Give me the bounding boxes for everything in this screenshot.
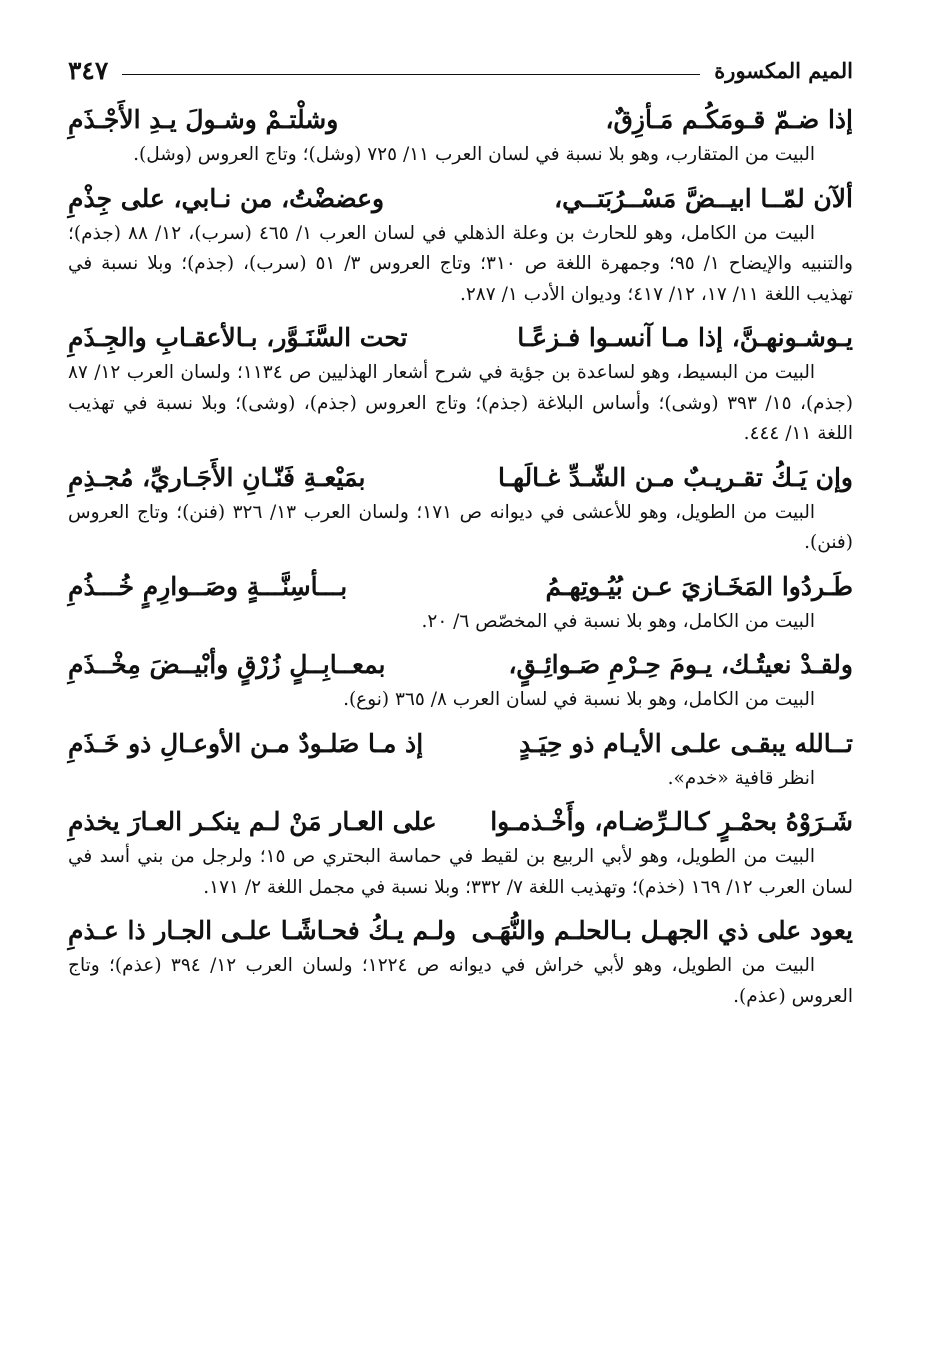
verse-line — [68, 567, 853, 607]
second-hemistich: إذ مـا صَلـودٌ مـن الأوعـالِ ذو خَـذَمِ — [68, 728, 424, 758]
second-hemistich: بـــأسِنَّـــةٍ وصَــوارِمٍ خُـــذُمِ — [68, 571, 348, 601]
verse-note: انظر قافية «خدم». — [667, 767, 815, 789]
verse-line — [68, 911, 853, 951]
verse-entry — [68, 645, 853, 716]
verse-line — [68, 802, 853, 842]
verse-note: البيت من البسيط، وهو لساعدة بن جؤية في شرح أشعار الهذليين ص ١١٣٤؛ ولسان العرب ١٢/ ٨٧ (جذم)، ١٥/ ٣٩٣ (وشى)؛ وأساس البلاغة (جذم)؛ وتاج العروس (جذم)، (وشى)؛ وبلا نسبة في تهذيب اللغة ١١/ ٤٤٤. — [68, 362, 853, 444]
verse-entry — [68, 179, 853, 311]
second-hemistich: بمَيْعـةِ فَنّـانِ الأَجَـاريِّ، مُجـذِمِ — [68, 462, 366, 492]
second-hemistich: وشلْتـمْ وشـولَ يـدِ الأَجْـذَمِ — [68, 105, 339, 134]
second-hemistich: ولـم يـكُ فحـاشًـا علـى الجـار ذا عـذمِ — [68, 916, 457, 945]
page-number: ٣٤٧ — [68, 55, 109, 85]
verse-line — [68, 645, 853, 685]
verse-entry — [68, 100, 853, 171]
first-hemistich: ألآن لمّــا ابيــضَّ مَسْــرُبَتــي، — [554, 183, 853, 213]
first-hemistich: ولقـدْ نعيتُـك، يـومَ حِـرْمِ صَـوائِـقٍ، — [508, 650, 853, 679]
verse-note: البيت من الكامل، وهو بلا نسبة في المخصّص ٦/ ٢٠. — [421, 610, 815, 632]
verse-entry — [68, 911, 853, 1012]
verse-entry — [68, 458, 853, 559]
verse-note: البيت من الكامل، وهو للحارث بن وعلة الذهلي في لسان العرب ١/ ٤٦٥ (سرب)، ١٢/ ٨٨ (جذم)؛ والتنبيه والإيضاح ١/ ٩٥؛ وجمهرة اللغة ص ٣١٠؛ وتاج العروس ٣/ ٥١ (سرب)، (جذم)؛ وبلا نسبة في تهذيب اللغة ١١/ ١٧، ١٢/ ٤١٧؛ وديوان الأدب ١/ ٢٨٧. — [68, 222, 853, 305]
first-hemistich: يعود على ذي الجهـل بـالحلـم والنُّهَـى — [471, 916, 853, 945]
verse-entry — [68, 318, 853, 450]
second-hemistich: تحت السَّنَـوَّر، بـالأعقـابِ والجِـذَمِ — [68, 323, 408, 352]
first-hemistich: طَـردُوا المَخَـازيَ عـن بُيُـوتِهـمُ — [545, 571, 853, 601]
first-hemistich: وإن يَـكُ تقـريـبٌ مـن الشّـدِّ غـالَهـا — [498, 462, 853, 492]
first-hemistich: إذا ضـمّ قـومَكُـم مَـأزِقٌ، — [605, 105, 853, 134]
second-hemistich: بمعــابِــلٍ زُرْقٍ وأبْيــضَ مِخْــذَمِ — [68, 650, 386, 679]
verse-entry — [68, 724, 853, 795]
verse-line — [68, 458, 853, 498]
second-hemistich: وعضضْتُ، من نـابي، على جِذْمِ — [68, 183, 385, 213]
first-hemistich: يـوشـونهـنَّ، إذا مـا آنسـوا فـزعًـا — [517, 323, 853, 352]
verse-line — [68, 724, 853, 764]
page-header — [68, 50, 853, 90]
second-hemistich: على العـار مَنْ لـم ينكـر العـارَ يخذمِ — [68, 807, 437, 836]
first-hemistich: تــالله يبقـى علـى الأيـام ذو حِيَـدٍ — [519, 728, 853, 758]
verse-line — [68, 179, 853, 219]
first-hemistich: شَـرَوْهُ بحمْـرٍ كـالـرِّضـام، وأَخْـذمـوا — [490, 807, 853, 836]
verse-note: البيت من المتقارب، وهو بلا نسبة في لسان العرب ١١/ ٧٢٥ (وشل)؛ وتاج العروس (وشل). — [133, 144, 815, 165]
verse-entry — [68, 802, 853, 903]
verse-entry — [68, 567, 853, 638]
verse-line — [68, 318, 853, 358]
verse-note: البيت من الكامل، وهو بلا نسبة في لسان العرب ٨/ ٣٦٥ (نوع). — [343, 689, 815, 710]
verse-line — [68, 100, 853, 140]
book-page — [68, 50, 853, 1020]
section-title: الميم المكسورة — [714, 57, 853, 83]
verse-note: البيت من الطويل، وهو لأبي خراش في ديوانه ص ١٢٢٤؛ ولسان العرب ١٢/ ٣٩٤ (عذم)؛ وتاج العروس (عذم). — [68, 955, 853, 1007]
verse-note: البيت من الطويل، وهو لأبي الربيع بن لقيط في حماسة البحتري ص ١٥؛ ولرجل من بني أسد في لسان العرب ١٢/ ١٦٩ (خذم)؛ وتهذيب اللغة ٧/ ٣٣٢؛ وبلا نسبة في مجمل اللغة ٢/ ١٧١. — [68, 846, 853, 898]
verse-note: البيت من الطويل، وهو للأعشى في ديوانه ص ١٧١؛ ولسان العرب ١٣/ ٣٢٦ (فنن)؛ وتاج العروس (فنن). — [68, 501, 853, 553]
header-rule — [122, 74, 700, 75]
